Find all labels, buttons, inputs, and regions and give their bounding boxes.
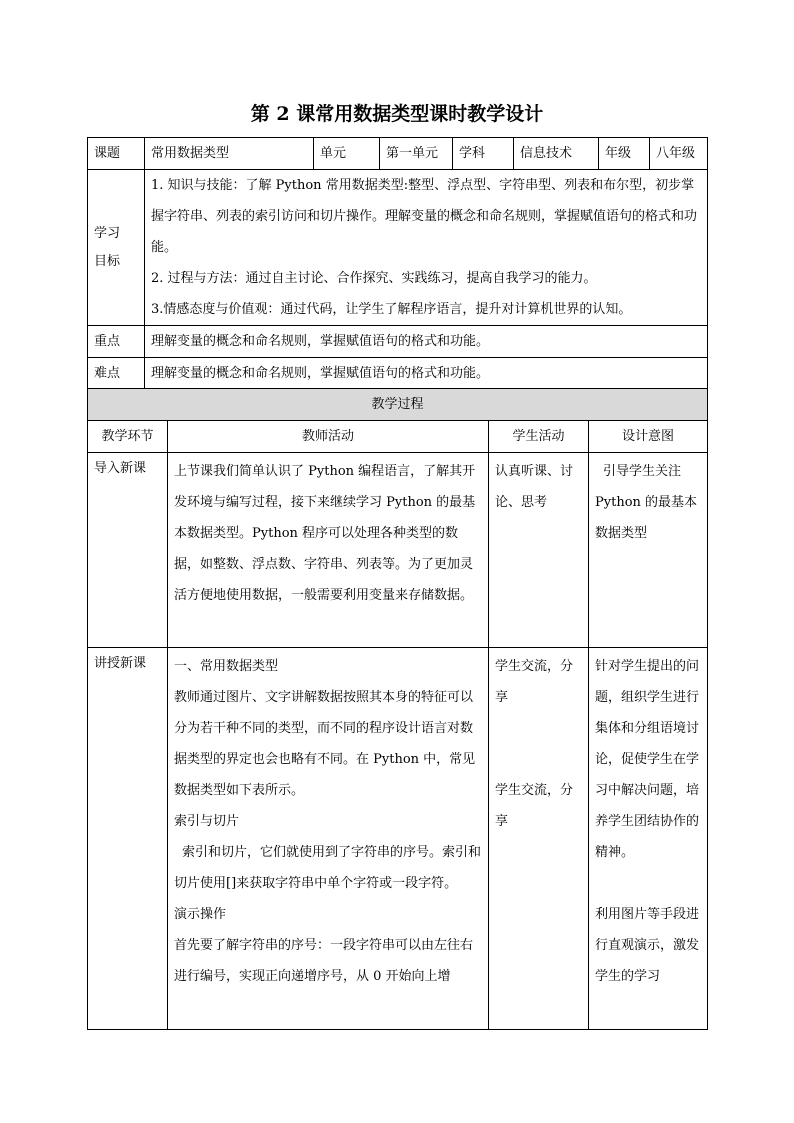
column-header-row [88, 421, 708, 453]
goal-item: 3.情感态度与价值观：通过代码，让学生了解程序语言，提升对计算机世界的认知。 [151, 302, 632, 317]
goals-row [88, 170, 708, 326]
grade-value: 八年级 [650, 138, 708, 170]
section-head-row [88, 389, 708, 421]
key-point-text: 理解变量的概念和命名规则，掌握赋值语句的格式和功能。 [145, 326, 708, 358]
topic-label: 课题 [88, 138, 145, 170]
info-row [88, 138, 708, 170]
grade-label: 年级 [599, 138, 650, 170]
header-teacher: 教师活动 [168, 421, 489, 453]
teacher-intro: 上节课我们简单认识了 Python 编程语言，了解其开发环境与编写过程，接下来继续学习 Python 的最基本数据类型。Python 程序可以处理各种类型的数据，如整数、浮点数、字符串、列表等。为了更加灵活方便地使用数据，一般需要利用变量来存储数据。 [168, 453, 489, 648]
stage-new-lesson: 讲授新课 [88, 648, 168, 1030]
goals-content [145, 170, 708, 326]
key-point-label: 重点 [88, 326, 145, 358]
info-table [87, 137, 708, 390]
difficult-point-label: 难点 [88, 358, 145, 390]
subject-label: 学科 [453, 138, 514, 170]
goal-item: 1. 知识与技能：了解 Python 常用数据类型:整型、浮点型、字符串型、列表和布尔型，初步掌握字符串、列表的索引访问和切片操作。理解变量的概念和命名规则，掌握赋值语句的格式和功能。 [151, 178, 698, 255]
key-point-row [88, 326, 708, 358]
student-new-lesson: 学生交流，分享 学生交流，分享 [489, 648, 589, 1030]
unit-value: 第一单元 [380, 138, 453, 170]
difficult-point-text: 理解变量的概念和命名规则，掌握赋值语句的格式和功能。 [145, 358, 708, 390]
header-stage: 教学环节 [88, 421, 168, 453]
stage-intro: 导入新课 [88, 453, 168, 648]
subject-value: 信息技术 [514, 138, 599, 170]
teacher-new-lesson: 一、常用数据类型 教师通过图片、文字讲解数据按照其本身的特征可以分为若干种不同的类型，而不同的程序设计语言对数据类型的界定也会也略有不同。在 Python 中，常见数据类型如下表所示。 索引与切片 索引和切片，它们就使用到了字符串的序号。索引和切片使用[]来获取字符串中单个字符或一段字符。 演示操作 首先要了解字符串的序号：一段字符串可以由左往右进行编号，实现正向递增序号，从 0 开始向上增 [168, 648, 489, 1030]
unit-label: 单元 [314, 138, 380, 170]
page-title: 第 2 课常用数据类型课时教学设计 [250, 103, 544, 125]
goal-item: 2. 过程与方法：通过自主讨论、合作探究、实践练习，提高自我学习的能力。 [151, 271, 597, 286]
goals-label: 学习 目标 [88, 170, 145, 326]
intent-new-lesson: 针对学生提出的问题，组织学生进行集体和分组语境讨论，促使学生在学习中解决问题，培养学生团结协作的精神。 利用图片等手段进行直观演示，激发学生的学习 [589, 648, 708, 1030]
header-intent: 设计意图 [589, 421, 708, 453]
section-title: 教学过程 [88, 389, 708, 421]
student-intro: 认真听课、讨论、思考 [489, 453, 589, 648]
table-row [88, 648, 708, 1030]
process-table [87, 388, 708, 1030]
difficult-point-row [88, 358, 708, 390]
header-student: 学生活动 [489, 421, 589, 453]
intent-intro: 引导学生关注 Python 的最基本数据类型 [589, 453, 708, 648]
topic-value: 常用数据类型 [145, 138, 314, 170]
table-row [88, 453, 708, 648]
